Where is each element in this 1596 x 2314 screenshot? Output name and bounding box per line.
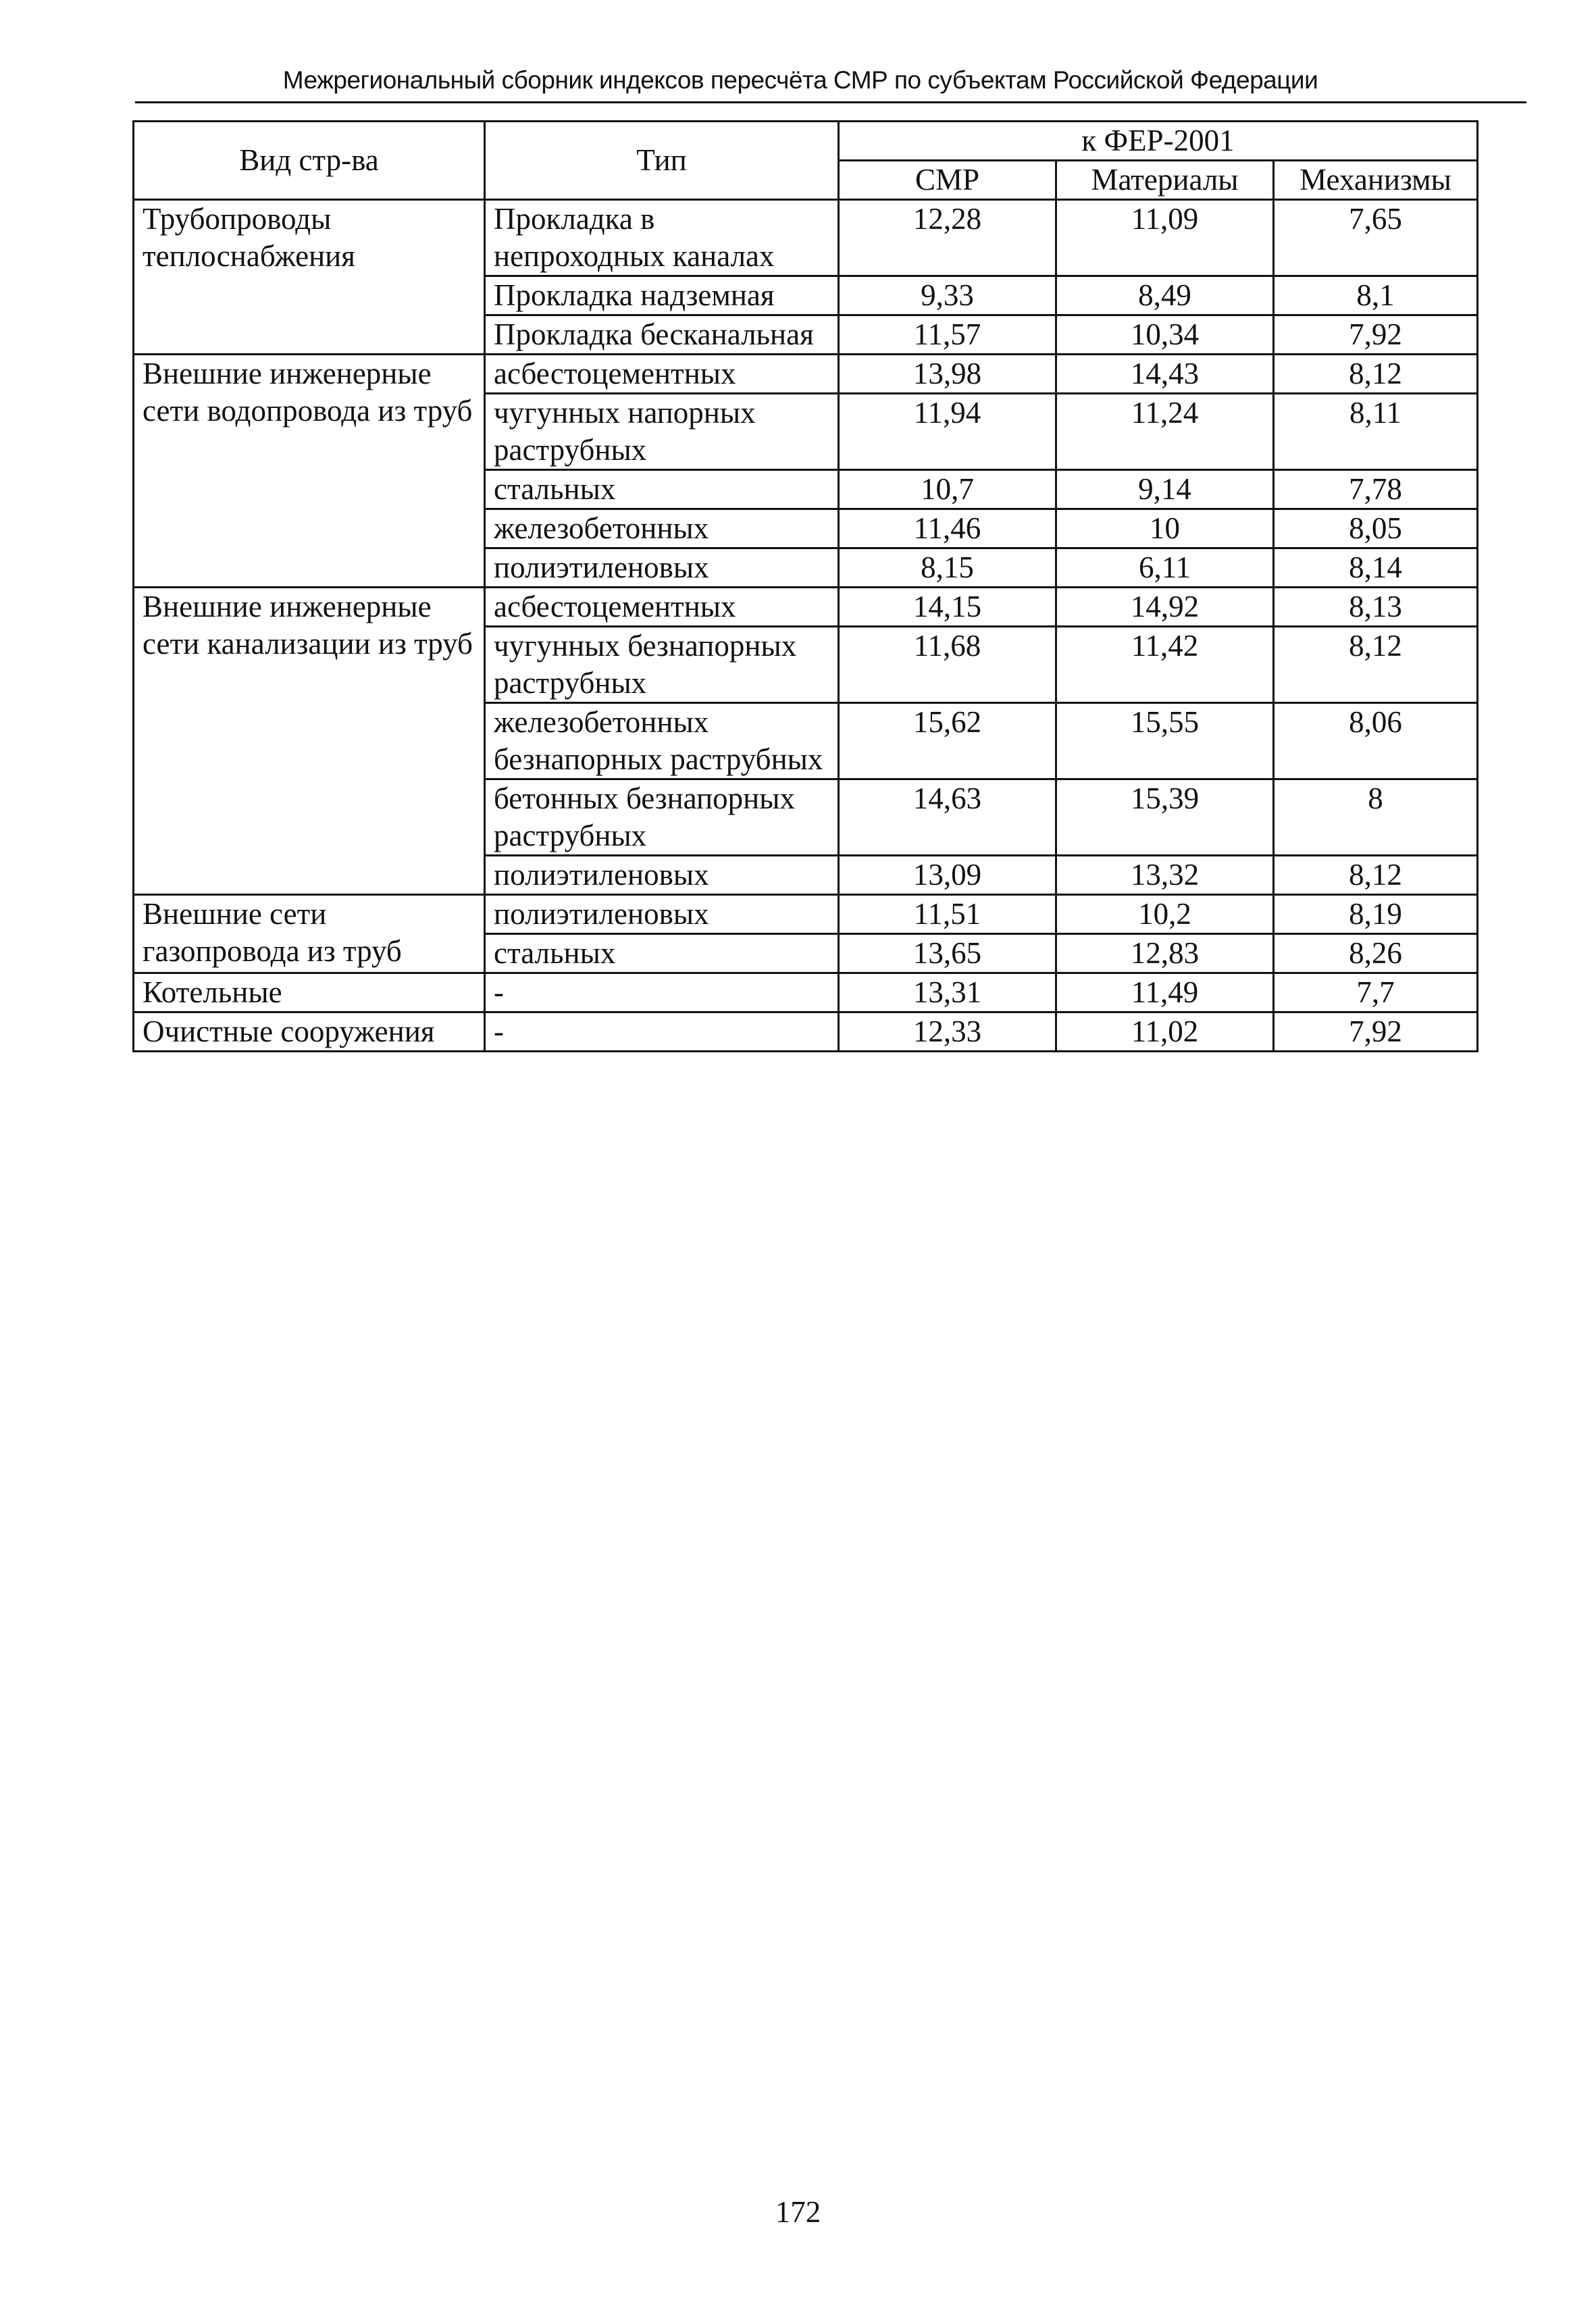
smr-cell: 13,09 bbox=[839, 856, 1056, 895]
group-name-cell: Очистные сооружения bbox=[134, 1012, 485, 1052]
smr-cell: 11,68 bbox=[839, 627, 1056, 703]
header-mechanisms: Механизмы bbox=[1274, 161, 1478, 200]
smr-cell: 11,57 bbox=[839, 315, 1056, 355]
table-row bbox=[134, 588, 1478, 627]
materials-cell: 11,09 bbox=[1056, 200, 1274, 276]
table-header bbox=[134, 122, 1478, 200]
mechanisms-cell: 7,92 bbox=[1274, 315, 1478, 355]
group-name-cell: Трубопроводы теплоснабжения bbox=[134, 200, 485, 355]
materials-cell: 11,24 bbox=[1056, 394, 1274, 470]
smr-cell: 14,15 bbox=[839, 588, 1056, 627]
materials-cell: 10 bbox=[1056, 509, 1274, 548]
smr-cell: 15,62 bbox=[839, 703, 1056, 779]
index-table bbox=[132, 120, 1478, 1052]
smr-cell: 13,65 bbox=[839, 934, 1056, 973]
header-divider bbox=[135, 101, 1526, 103]
mechanisms-cell: 8,12 bbox=[1274, 856, 1478, 895]
mechanisms-cell: 8,26 bbox=[1274, 934, 1478, 973]
type-cell: стальных bbox=[485, 934, 839, 973]
materials-cell: 11,49 bbox=[1056, 973, 1274, 1012]
mechanisms-cell: 7,65 bbox=[1274, 200, 1478, 276]
type-cell: Прокладка бесканальная bbox=[485, 315, 839, 355]
type-cell: асбестоцементных bbox=[485, 588, 839, 627]
mechanisms-cell: 8,1 bbox=[1274, 276, 1478, 315]
type-cell: асбестоцементных bbox=[485, 355, 839, 394]
smr-cell: 9,33 bbox=[839, 276, 1056, 315]
type-cell: чугунных напорных раструбных bbox=[485, 394, 839, 470]
type-cell: полиэтиленовых bbox=[485, 895, 839, 934]
group-name-cell: Внешние сети газопровода из труб bbox=[134, 895, 485, 973]
smr-cell: 11,94 bbox=[839, 394, 1056, 470]
group-name-cell: Внешние инженерные сети водопровода из труб bbox=[134, 355, 485, 588]
mechanisms-cell: 8,06 bbox=[1274, 703, 1478, 779]
smr-cell: 11,51 bbox=[839, 895, 1056, 934]
mechanisms-cell: 7,7 bbox=[1274, 973, 1478, 1012]
materials-cell: 11,42 bbox=[1056, 627, 1274, 703]
materials-cell: 10,2 bbox=[1056, 895, 1274, 934]
mechanisms-cell: 8,14 bbox=[1274, 548, 1478, 588]
type-cell: полиэтиленовых bbox=[485, 548, 839, 588]
smr-cell: 13,98 bbox=[839, 355, 1056, 394]
materials-cell: 14,92 bbox=[1056, 588, 1274, 627]
materials-cell: 12,83 bbox=[1056, 934, 1274, 973]
mechanisms-cell: 8 bbox=[1274, 779, 1478, 856]
smr-cell: 12,28 bbox=[839, 200, 1056, 276]
mechanisms-cell: 8,13 bbox=[1274, 588, 1478, 627]
page-number: 172 bbox=[775, 2195, 821, 2229]
materials-cell: 14,43 bbox=[1056, 355, 1274, 394]
mechanisms-cell: 7,78 bbox=[1274, 470, 1478, 509]
type-cell: - bbox=[485, 1012, 839, 1052]
smr-cell: 13,31 bbox=[839, 973, 1056, 1012]
smr-cell: 11,46 bbox=[839, 509, 1056, 548]
table-row bbox=[134, 355, 1478, 394]
mechanisms-cell: 8,05 bbox=[1274, 509, 1478, 548]
materials-cell: 11,02 bbox=[1056, 1012, 1274, 1052]
smr-cell: 10,7 bbox=[839, 470, 1056, 509]
materials-cell: 13,32 bbox=[1056, 856, 1274, 895]
materials-cell: 15,39 bbox=[1056, 779, 1274, 856]
table-row bbox=[134, 895, 1478, 934]
group-name-cell: Внешние инженерные сети канализации из труб bbox=[134, 588, 485, 895]
type-cell: полиэтиленовых bbox=[485, 856, 839, 895]
table-row bbox=[134, 973, 1478, 1012]
header-group-fer: к ФЕР-2001 bbox=[839, 122, 1478, 161]
header-row-1 bbox=[134, 122, 1478, 161]
materials-cell: 8,49 bbox=[1056, 276, 1274, 315]
group-name-cell: Котельные bbox=[134, 973, 485, 1012]
header-type: Тип bbox=[485, 122, 839, 200]
header-materials: Материалы bbox=[1056, 161, 1274, 200]
mechanisms-cell: 8,12 bbox=[1274, 355, 1478, 394]
materials-cell: 15,55 bbox=[1056, 703, 1274, 779]
type-cell: бетонных безнапорных раструбных bbox=[485, 779, 839, 856]
smr-cell: 12,33 bbox=[839, 1012, 1056, 1052]
header-kind: Вид стр-ва bbox=[134, 122, 485, 200]
smr-cell: 14,63 bbox=[839, 779, 1056, 856]
page-header-title: Межрегиональный сборник индексов пересчёта СМР по субъектам Российской Федерации bbox=[282, 66, 1318, 94]
mechanisms-cell: 8,19 bbox=[1274, 895, 1478, 934]
materials-cell: 9,14 bbox=[1056, 470, 1274, 509]
type-cell: Прокладка в непроходных каналах bbox=[485, 200, 839, 276]
type-cell: железобетонных безнапорных раструбных bbox=[485, 703, 839, 779]
table-body bbox=[134, 200, 1478, 1052]
materials-cell: 10,34 bbox=[1056, 315, 1274, 355]
type-cell: железобетонных bbox=[485, 509, 839, 548]
type-cell: - bbox=[485, 973, 839, 1012]
smr-cell: 8,15 bbox=[839, 548, 1056, 588]
mechanisms-cell: 8,12 bbox=[1274, 627, 1478, 703]
type-cell: чугунных безнапорных раструбных bbox=[485, 627, 839, 703]
mechanisms-cell: 7,92 bbox=[1274, 1012, 1478, 1052]
mechanisms-cell: 8,11 bbox=[1274, 394, 1478, 470]
type-cell: стальных bbox=[485, 470, 839, 509]
type-cell: Прокладка надземная bbox=[485, 276, 839, 315]
table-row bbox=[134, 200, 1478, 276]
header-smr: СМР bbox=[839, 161, 1056, 200]
materials-cell: 6,11 bbox=[1056, 548, 1274, 588]
table-row bbox=[134, 1012, 1478, 1052]
